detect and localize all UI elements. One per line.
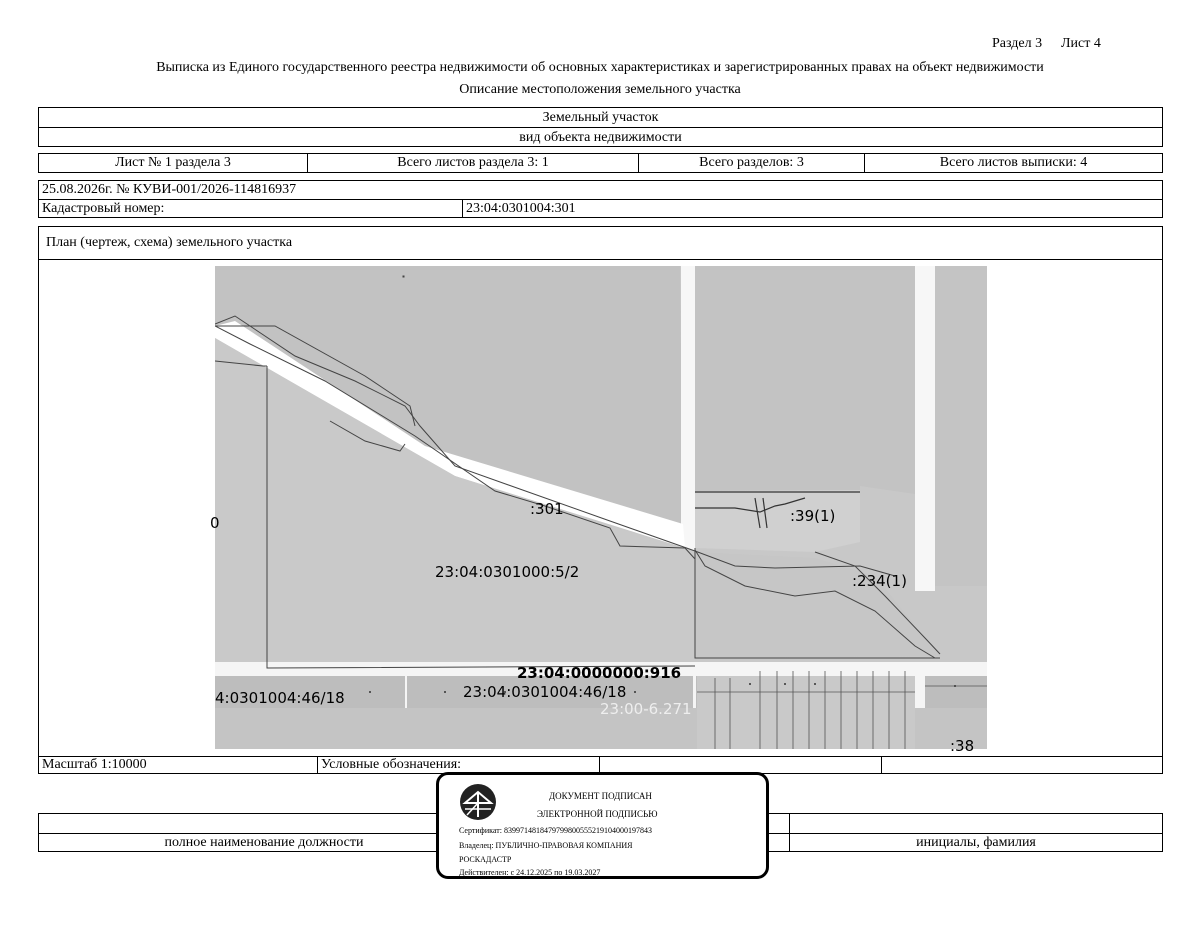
stamp-line2: ЭЛЕКТРОННОЙ ПОДПИСЬЮ xyxy=(537,809,658,819)
parcel-label-39: :39(1) xyxy=(790,507,836,525)
document-title: Выписка из Единого государственного реестра недвижимости об основных характеристиках и зарегистрированных правах на объект недвижимости xyxy=(156,60,1044,75)
zone-label: 23:00-6.271 xyxy=(600,700,692,718)
plan-title: План (чертеж, схема) земельного участка xyxy=(46,235,293,250)
sheet-no: Лист № 1 раздела 3 xyxy=(115,155,231,170)
object-type-box xyxy=(38,107,1163,147)
rosreestr-logo-icon xyxy=(459,783,497,821)
road-label: 23:04:0000000:916 xyxy=(517,664,682,682)
scale-label: Масштаб 1:10000 xyxy=(42,757,147,772)
parcel-label-301: :301 xyxy=(530,500,564,518)
mid-strip-label: 23:04:0301004:46/18 xyxy=(463,683,627,701)
total-sheets-extract: Всего листов выписки: 4 xyxy=(939,155,1088,170)
stamp-line1: ДОКУМЕНТ ПОДПИСАН xyxy=(549,791,652,801)
parcel-label-big: 23:04:0301000:5/2 xyxy=(435,563,580,581)
stamp-valid: Действителен: с 24.12.2025 по 19.03.2027 xyxy=(459,868,601,877)
section-number: Раздел 3 xyxy=(992,36,1043,51)
total-sheets-section: Всего листов раздела 3: 1 xyxy=(397,155,549,170)
legend-label: Условные обозначения: xyxy=(321,757,462,772)
e-signature-stamp xyxy=(436,772,769,879)
parcel-label-234: :234(1) xyxy=(852,572,907,590)
doc-info-box xyxy=(38,180,1163,218)
position-caption: полное наименование должности xyxy=(164,835,364,850)
total-sections: Всего разделов: 3 xyxy=(699,155,804,170)
object-type-caption: вид объекта недвижимости xyxy=(519,129,682,145)
object-type: Земельный участок xyxy=(542,109,659,125)
cadastral-value: 23:04:0301004:301 xyxy=(466,201,576,216)
cadastral-label: Кадастровый номер: xyxy=(42,201,165,216)
bottom-right-label: :38 xyxy=(950,737,975,755)
edge-label: 0 xyxy=(210,514,220,532)
stamp-owner2: РОСКАДАСТР xyxy=(459,855,512,864)
left-strip-label: 4:0301004:46/18 xyxy=(215,689,345,707)
stamp-certificate: Сертификат: 839971481847979980055521910400019784З xyxy=(459,826,652,835)
date-number: 25.08.2026г. № КУВИ-001/2026-114816937 xyxy=(42,182,297,197)
stamp-owner: Владелец: ПУБЛИЧНО-ПРАВОВАЯ КОМПАНИЯ xyxy=(459,841,633,850)
document-subtitle: Описание местоположения земельного участка xyxy=(459,82,741,97)
sheet-number: Лист 4 xyxy=(1061,36,1101,51)
sheets-row xyxy=(38,153,1163,173)
name-caption: инициалы, фамилия xyxy=(916,835,1036,850)
